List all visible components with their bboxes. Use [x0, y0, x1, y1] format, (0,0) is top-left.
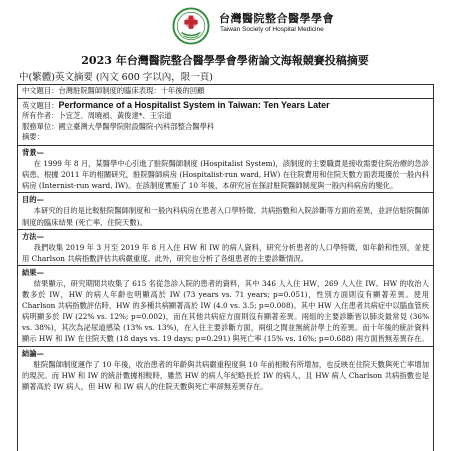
- abstract-box: [17, 84, 434, 451]
- results-section: [18, 266, 433, 347]
- abstract-label: 摘要：: [22, 132, 44, 142]
- document-title: 2023 年台灣醫院整合醫學學會學術論文海報競賽投稿摘要: [81, 54, 369, 67]
- en-title: Performance of a Hospitalist System in Taiwan: Ten Years Later: [58, 99, 330, 110]
- purpose-section: [18, 193, 433, 229]
- background-label: 背景—: [22, 147, 44, 157]
- methods-text: 我們收集 2019 年 3 月至 2019 年 8 月入住 HW 和 IW 的病人資料，研究分析患者的人口學特徵，如年齡和性別，並使用 Charlson 共病指數評估共病嚴重度。此外，研究也分析了各組患者的主要診斷情況。: [22, 242, 429, 263]
- methods-section: [18, 230, 433, 266]
- background-text: 在 1999 年 8 月，某醫學中心引進了駐院醫師制度 (Hospitalist System)，該制度的主要職責是接收需要住院治療的急診病患。根據 2011 年的相關研究，駐院醫師病房 (Hospitalist-run ward, HW) 在住院費用和住院天數方面表現優於一般內科病房 (Internist-run ward, IW)。在該制度實施了 10 年後，本研究旨在探討駐院醫師制度與一般內科病房的變化。: [22, 159, 429, 191]
- org-name-zh: 台灣醫院整合醫學學會: [219, 12, 334, 25]
- affiliation: 服務單位：國立臺灣大學醫學院附設醫院-內科部整合醫學科: [22, 121, 215, 131]
- results-label: 結果—: [22, 267, 44, 277]
- purpose-text: 本研究的目的是比較駐院醫師制度和一般內科病房在患者入口學特徵、共病指數和入院診斷等方面的差異，並評估駐院醫師制度的臨床結果 (死亡率、住院天數)。: [22, 206, 429, 227]
- conclusion-label: 結論—: [22, 348, 44, 358]
- conclusion-text: 駐院醫師制度運作了 10 年後，收治患者的年齡與共病嚴重程度與 10 年前相較有所增加，也反映在住院天數與死亡率增加的現況。而 HW 和 IW 的統計數據相較時，雖然 HW 的病人年紀略長於 IW 的病人，且 HW 病人 Charlson 共病指數也是顯著高於 IW 病人，但 HW 和 IW 病人的住院天數與死亡率卻無差異存在。: [22, 359, 429, 391]
- org-name-en: Taiwan Society of Hospital Medicine: [220, 26, 324, 33]
- zh-title-row: [18, 85, 433, 99]
- methods-label: 方法—: [22, 231, 44, 241]
- conclusion-section: [18, 347, 433, 393]
- results-text: 結果顯示，研究期間共收集了 615 名從急診入院的患者的資料，其中 346 人入住 HW，269 人入住 IW。HW 的收治人數多於 IW，HW 的病人年齡也明顯高於 IW (73 years vs. 71 years; p=0.051)，性別方面則沒有顯著差異。使用 Charlson 共病指數評估時，HW 的多種共病顯著高於 IW (4.0 vs. 3.5; p=0.008)。其中 HW 入住患者共病症中以腦血管疾病明顯多於 IW (22% vs. 12%; p=0.002)，而在其他共病症方面則沒有顯著差異。兩組的主要診斷皆以肺炎最常見 (36% vs. 38%)，其次為泌尿道感染 (13% vs. 13%)，在入住主要診斷方面，兩組之間並無統計學上的差異。而十年後的統計資料顯示 HW 和 IW 在住院天數 (18 days vs. 19 days; p=0.291) 與死亡率 (15% vs. 16%; p=0.688) 兩方面皆無差異存在。: [22, 279, 429, 344]
- en-title-label: 英文題目：: [22, 100, 59, 110]
- society-logo-icon: [172, 7, 210, 45]
- background-section: [18, 146, 433, 193]
- purpose-label: 目的—: [22, 195, 44, 205]
- zh-title: 中文題目：台灣駐院醫師制度的臨床表現：十年後的回顧: [22, 86, 205, 95]
- language-note: 中(繁體)英文摘要 (內文 600 字以內，限一頁): [19, 72, 214, 83]
- authors: 所有作者：卜宜芝、周曉禎、黃俊達*、王宗道: [22, 111, 172, 121]
- meta-block: [18, 99, 433, 146]
- en-title-line: [22, 100, 429, 112]
